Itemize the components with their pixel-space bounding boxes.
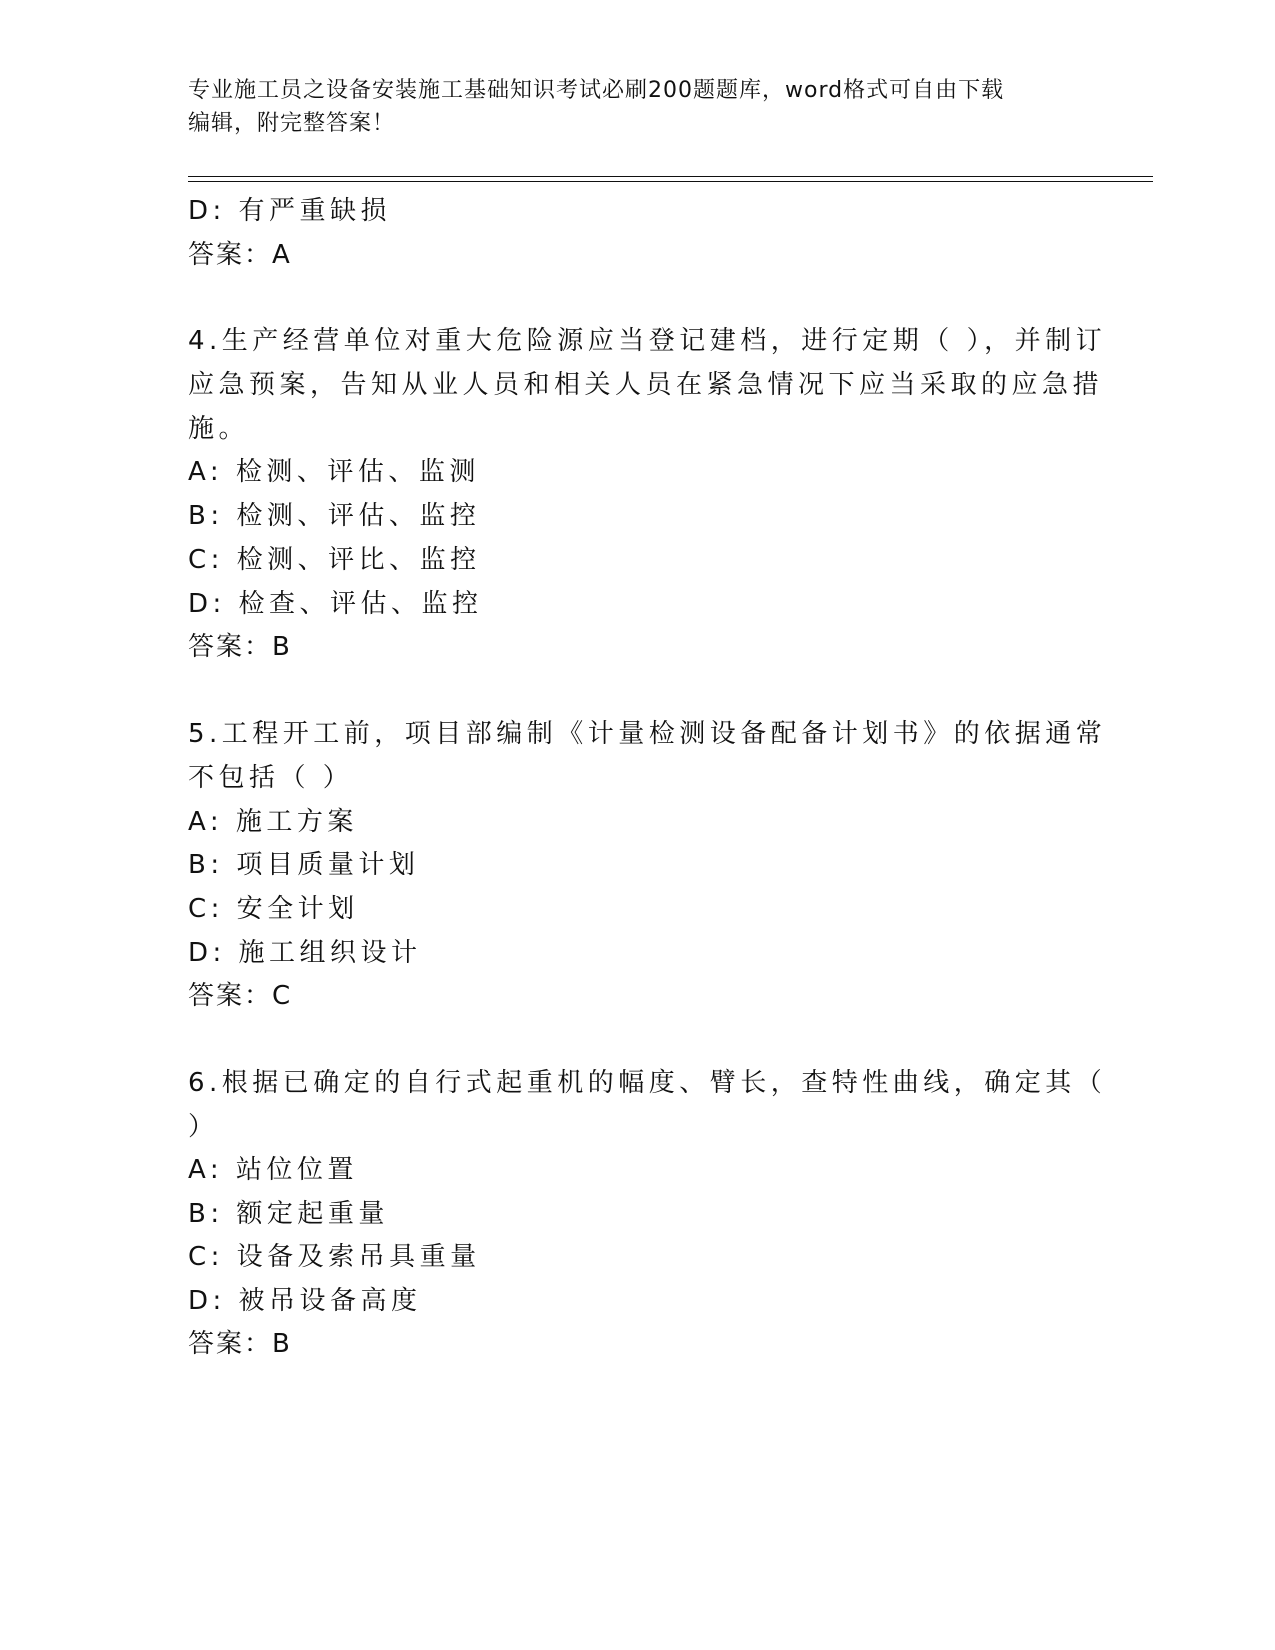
question-4-stem-line-2: 应急预案，告知从业人员和相关人员在紧急情况下应当采取的应急措 — [188, 370, 1104, 400]
header-divider-bottom — [188, 181, 1153, 182]
question-5-option-a: A: 施工方案 — [188, 807, 358, 837]
header-divider-top — [188, 176, 1153, 177]
question-6-option-b: B: 额定起重量 — [188, 1199, 389, 1229]
question-6-option-d: D: 被吊设备高度 — [188, 1286, 422, 1316]
question-4-answer: 答案：B — [188, 632, 292, 662]
question-4-option-b: B: 检测、评估、监控 — [188, 501, 481, 531]
question-6-option-a: A: 站位位置 — [188, 1155, 358, 1185]
question-5-option-b: B: 项目质量计划 — [188, 850, 420, 880]
document-header — [188, 74, 1068, 140]
prev-question-option-d: D: 有严重缺损 — [188, 196, 392, 226]
header-title-line-2: 编辑，附完整答案！ — [188, 111, 396, 136]
question-6-option-c: C: 设备及索吊具重量 — [188, 1242, 481, 1272]
question-4-stem-line-1: 4.生产经营单位对重大危险源应当登记建档，进行定期（ ），并制订 — [188, 326, 1107, 356]
question-4-stem-line-3: 施。 — [188, 414, 250, 444]
question-6-stem-line-1: 6.根据已确定的自行式起重机的幅度、臂长，查特性曲线，确定其（ — [188, 1068, 1107, 1098]
question-4-option-c: C: 检测、评比、监控 — [188, 545, 481, 575]
question-6-stem-line-2: ） — [188, 1112, 219, 1142]
question-6-answer: 答案：B — [188, 1329, 292, 1359]
question-5-option-d: D: 施工组织设计 — [188, 938, 422, 968]
question-5-stem-line-1: 5.工程开工前，项目部编制《计量检测设备配备计划书》的依据通常 — [188, 719, 1107, 749]
prev-question-answer: 答案：A — [188, 240, 292, 270]
question-4-option-a: A: 检测、评估、监测 — [188, 457, 480, 487]
question-5-answer: 答案：C — [188, 981, 293, 1011]
question-5-option-c: C: 安全计划 — [188, 894, 359, 924]
header-title-line-1: 专业施工员之设备安装施工基础知识考试必刷200题题库，word格式可自由下载 — [188, 78, 1005, 103]
question-5-stem-line-2: 不包括（ ） — [188, 763, 354, 793]
question-4-option-d: D: 检查、评估、监控 — [188, 589, 483, 619]
